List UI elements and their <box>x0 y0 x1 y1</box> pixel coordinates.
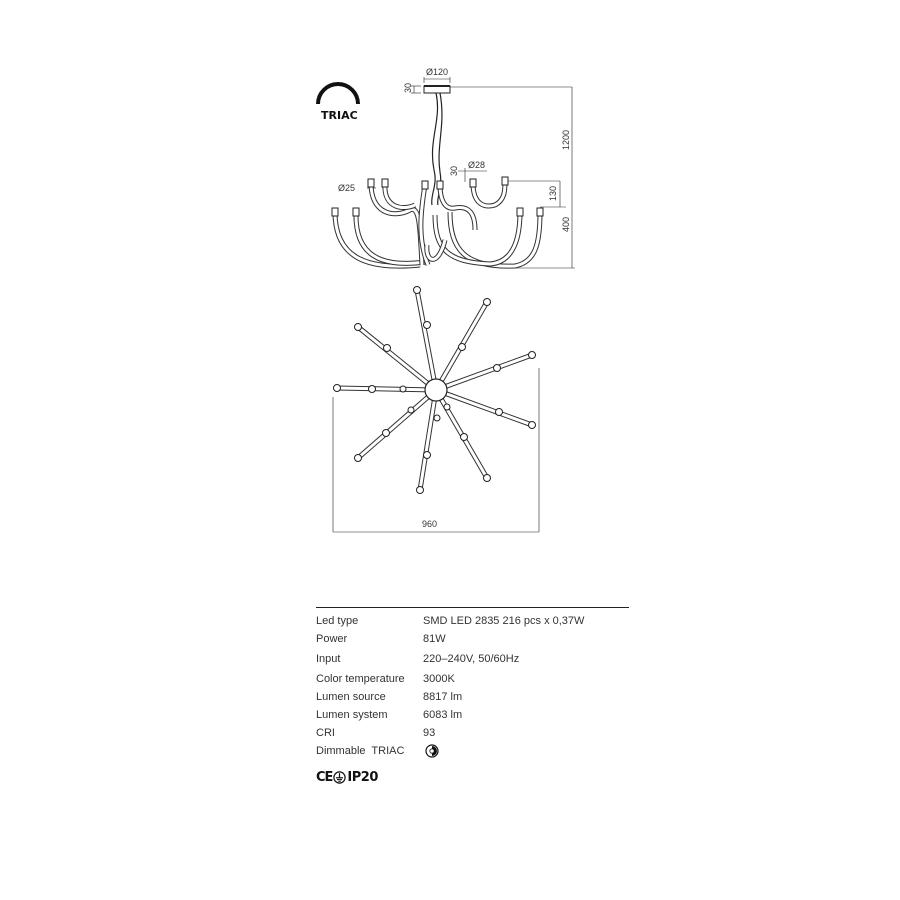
triac-label: TRIAC <box>321 109 358 122</box>
spec-value: 8817 lm <box>423 691 463 703</box>
canopy <box>424 86 450 93</box>
spec-value: 93 <box>423 727 436 739</box>
earth-ground-icon <box>333 771 346 784</box>
spec-value: SMD LED 2835 216 pcs x 0,37W <box>423 615 585 627</box>
dim-cup-height: 30 <box>449 165 459 176</box>
dim-arm-offset: 130 <box>548 185 558 201</box>
spec-label: Lumen source <box>316 691 386 703</box>
spec-row-dimmable <box>316 741 629 761</box>
spec-label: Power <box>316 633 348 645</box>
dim-width: 960 <box>422 519 438 529</box>
spec-label: Led type <box>316 615 359 627</box>
triac-badge <box>318 84 358 122</box>
spec-label: Input <box>316 653 341 665</box>
dim-body-height: 400 <box>561 216 571 232</box>
spec-label: Lumen system <box>316 709 388 721</box>
spec-row-input <box>316 649 629 669</box>
spec-value: 6083 lm <box>423 709 463 721</box>
triac-arc-icon <box>318 84 358 104</box>
spec-label: Color temperature <box>316 673 405 685</box>
spec-row-color-temperature <box>316 669 629 689</box>
spec-row-lumen-system <box>316 705 629 725</box>
ip-rating: IP20 <box>347 770 378 785</box>
dimmer-icon <box>425 744 439 758</box>
spec-value: 3000K <box>423 673 455 685</box>
dim-canopy-diameter: Ø120 <box>426 67 449 77</box>
center-hub <box>425 379 447 401</box>
certification-marks <box>316 770 378 785</box>
spec-value <box>423 741 439 761</box>
dim-cup-diameter: Ø28 <box>468 160 486 170</box>
spec-row-led-type <box>316 613 629 629</box>
spec-row-cri <box>316 725 629 741</box>
dim-canopy-height: 30 <box>403 82 413 93</box>
spec-value: 81W <box>423 633 446 645</box>
spec-label: CRI <box>316 727 335 739</box>
dim-total-height: 1200 <box>561 129 571 150</box>
spec-label: Dimmable TRIAC <box>316 745 405 757</box>
spec-row-power <box>316 629 629 649</box>
spec-row-lumen-source <box>316 689 629 705</box>
spec-table <box>316 607 629 761</box>
spec-value: 220–240V, 50/60Hz <box>423 653 520 665</box>
ce-mark: CE <box>316 770 333 785</box>
plan-view <box>333 287 539 533</box>
dim-arm-diameter: Ø25 <box>338 183 356 193</box>
spec-table-rule <box>316 607 629 608</box>
